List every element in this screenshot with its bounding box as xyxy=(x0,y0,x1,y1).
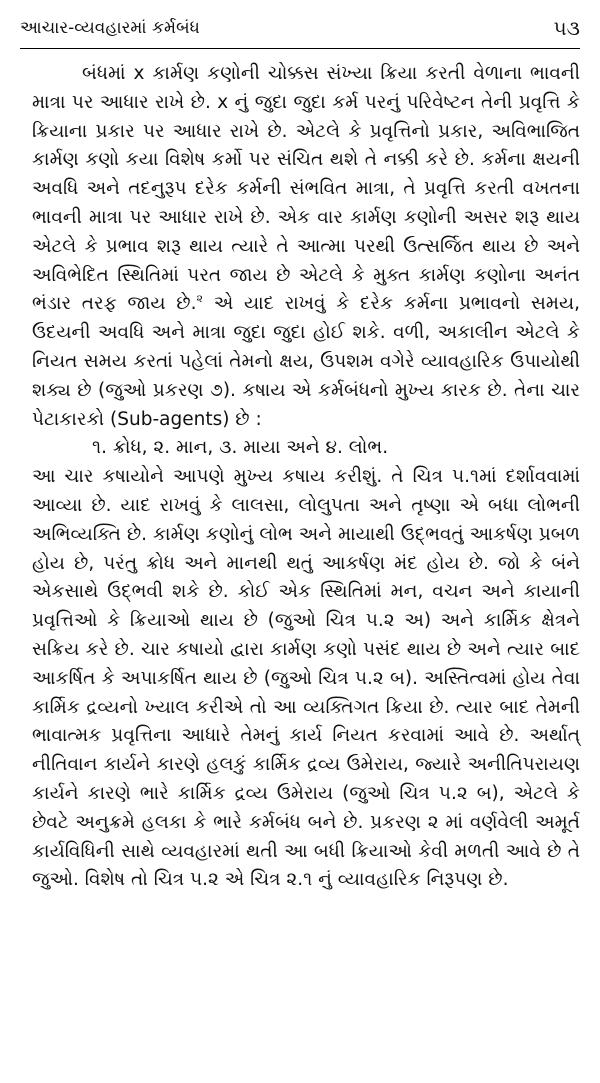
paragraph-1-continuation: એ યાદ રાખવું કે દરેક કર્મના પ્રભાવનો સમય, ઉદયની અવધિ અને માત્રા જુદા જુદા હોઈ શકે. વળી, અકાલીન એટલે કે નિયત સમય કરતાં પહેલાં તેમનો ક્ષય, ઉપશમ વગેરે વ્યાવહારિક ઉપાયોથી શક્ય છે (જુઓ પ્રકરણ ૭). કષાય એ કર્મબંધનો મુખ્ય કારક છે. તેના ચાર પેટાકારકો (Sub-agents) છે : xyxy=(32,293,581,430)
footnote-mark: ૨ xyxy=(196,292,203,306)
paragraph-1-text: બંધમાં x કાર્મણ કણોની ચોક્કસ સંખ્યા ક્રિયા કરતી વેળાના ભાવની માત્રા પર આધાર રાખે છે. x નું જુદા જુદા કર્મ પરનું પરિવેષ્ટન તેની પ્રવૃત્તિ કે ક્રિયાના પ્રકાર પર આધાર રાખે છે. એટલે કે પ્રવૃત્તિનો પ્રકાર, અવિભાજિત કાર્મણ કણો કયા વિશેષ કર્મો પર સંચિત થશે તે નક્કી કરે છે. કર્મના ક્ષયની અવધિ અને તદનુરૂપ દરેક કર્મની સંભવિત માત્રા, તે પ્રવૃત્તિ કરતી વખતના ભાવની માત્રા પર આધાર રાખે છે. એક વાર કાર્મણ કણોની અસર શરૂ થાય એટલે કે પ્રભાવ શરૂ થાય ત્યારે તે આત્મા પરથી ઉત્સર્જિત થાય છે અને અવિભેદિત સ્થિતિમાં પરત જાય છે એટલે કે મુક્ત કાર્મણ કણોના અનંત ભંડાર તરફ જાય છે. xyxy=(32,63,580,315)
page-header xyxy=(20,16,580,49)
paragraph-2: આ ચાર કષાયોને આપણે મુખ્ય કષાય કરીશું. તે ચિત્ર ૫.૧માં દર્શાવવામાં આવ્યા છે. યાદ રાખવું કે લાલસા, લોલુપતા અને તૃષ્ણા એ બધા લોભની અભિવ્યક્તિ છે. કાર્મણ કણોનું લોભ અને માયાથી ઉદ્ભવતું આકર્ષણ પ્રબળ હોય છે, પરંતુ ક્રોધ અને માનથી થતું આકર્ષણ મંદ હોય છે. જો કે બંને એકસાથે ઉદ્ભવી શકે છે. કોઈ એક સ્થિતિમાં મન, વચન અને કાયાની પ્રવૃત્તિઓ કે ક્રિયાઓ થાય છે (જુઓ ચિત્ર ૫.૨ અ) અને કાર્મિક ક્ષેત્રને સક્રિય કરે છે. ચાર કષાયો દ્વારા કાર્મણ કણો પસંદ થાય છે અને ત્યાર બાદ આકર્ષિત કે અપાકર્ષિત થાય છે (જુઓ ચિત્ર ૫.૨ બ). અસ્તિત્વમાં હોય તેવા કાર્મિક દ્રવ્યનો ખ્યાલ કરીએ તો આ વ્યક્તિગત ક્રિયા છે. ત્યાર બાદ તેમની ભાવાત્મક પ્રવૃત્તિના આધારે તેમનું કાર્ય નિયત કરવામાં આવે છે. અર્થાત્ નીતિવાન કાર્યને કારણે હલકું કાર્મિક દ્રવ્ય ઉમેરાય, જ્યારે અનીતિપરાયણ કાર્યને કારણે ભારે કાર્મિક દ્રવ્ય ઉમેરાય (જુઓ ચિત્ર ૫.૨ બ), એટલે કે છેવટે અનુક્રમે હલકા કે ભારે કર્મબંધ બને છે. પ્રકરણ ૨ માં વર્ણવેલી અમૂર્ત કાર્યવિધિની સાથે વ્યવહારમાં થતી આ બધી ક્રિયાઓ કેવી મળતી આવે છે તે જુઓ. વિશેષ તો ચિત્ર ૫.૨ એ ચિત્ર ૨.૧ નું વ્યાવહારિક નિરૂપણ છે. xyxy=(32,466,580,891)
running-title: આચાર-વ્યવહારમાં કર્મબંધ xyxy=(20,18,200,38)
kashaya-list: ૧. ક્રોધ, ૨. માન, ૩. માયા અને ૪. લોભ. xyxy=(92,437,389,459)
page-body xyxy=(32,60,580,895)
page-number: ૫૩ xyxy=(553,16,580,40)
paragraph-1 xyxy=(32,60,580,434)
